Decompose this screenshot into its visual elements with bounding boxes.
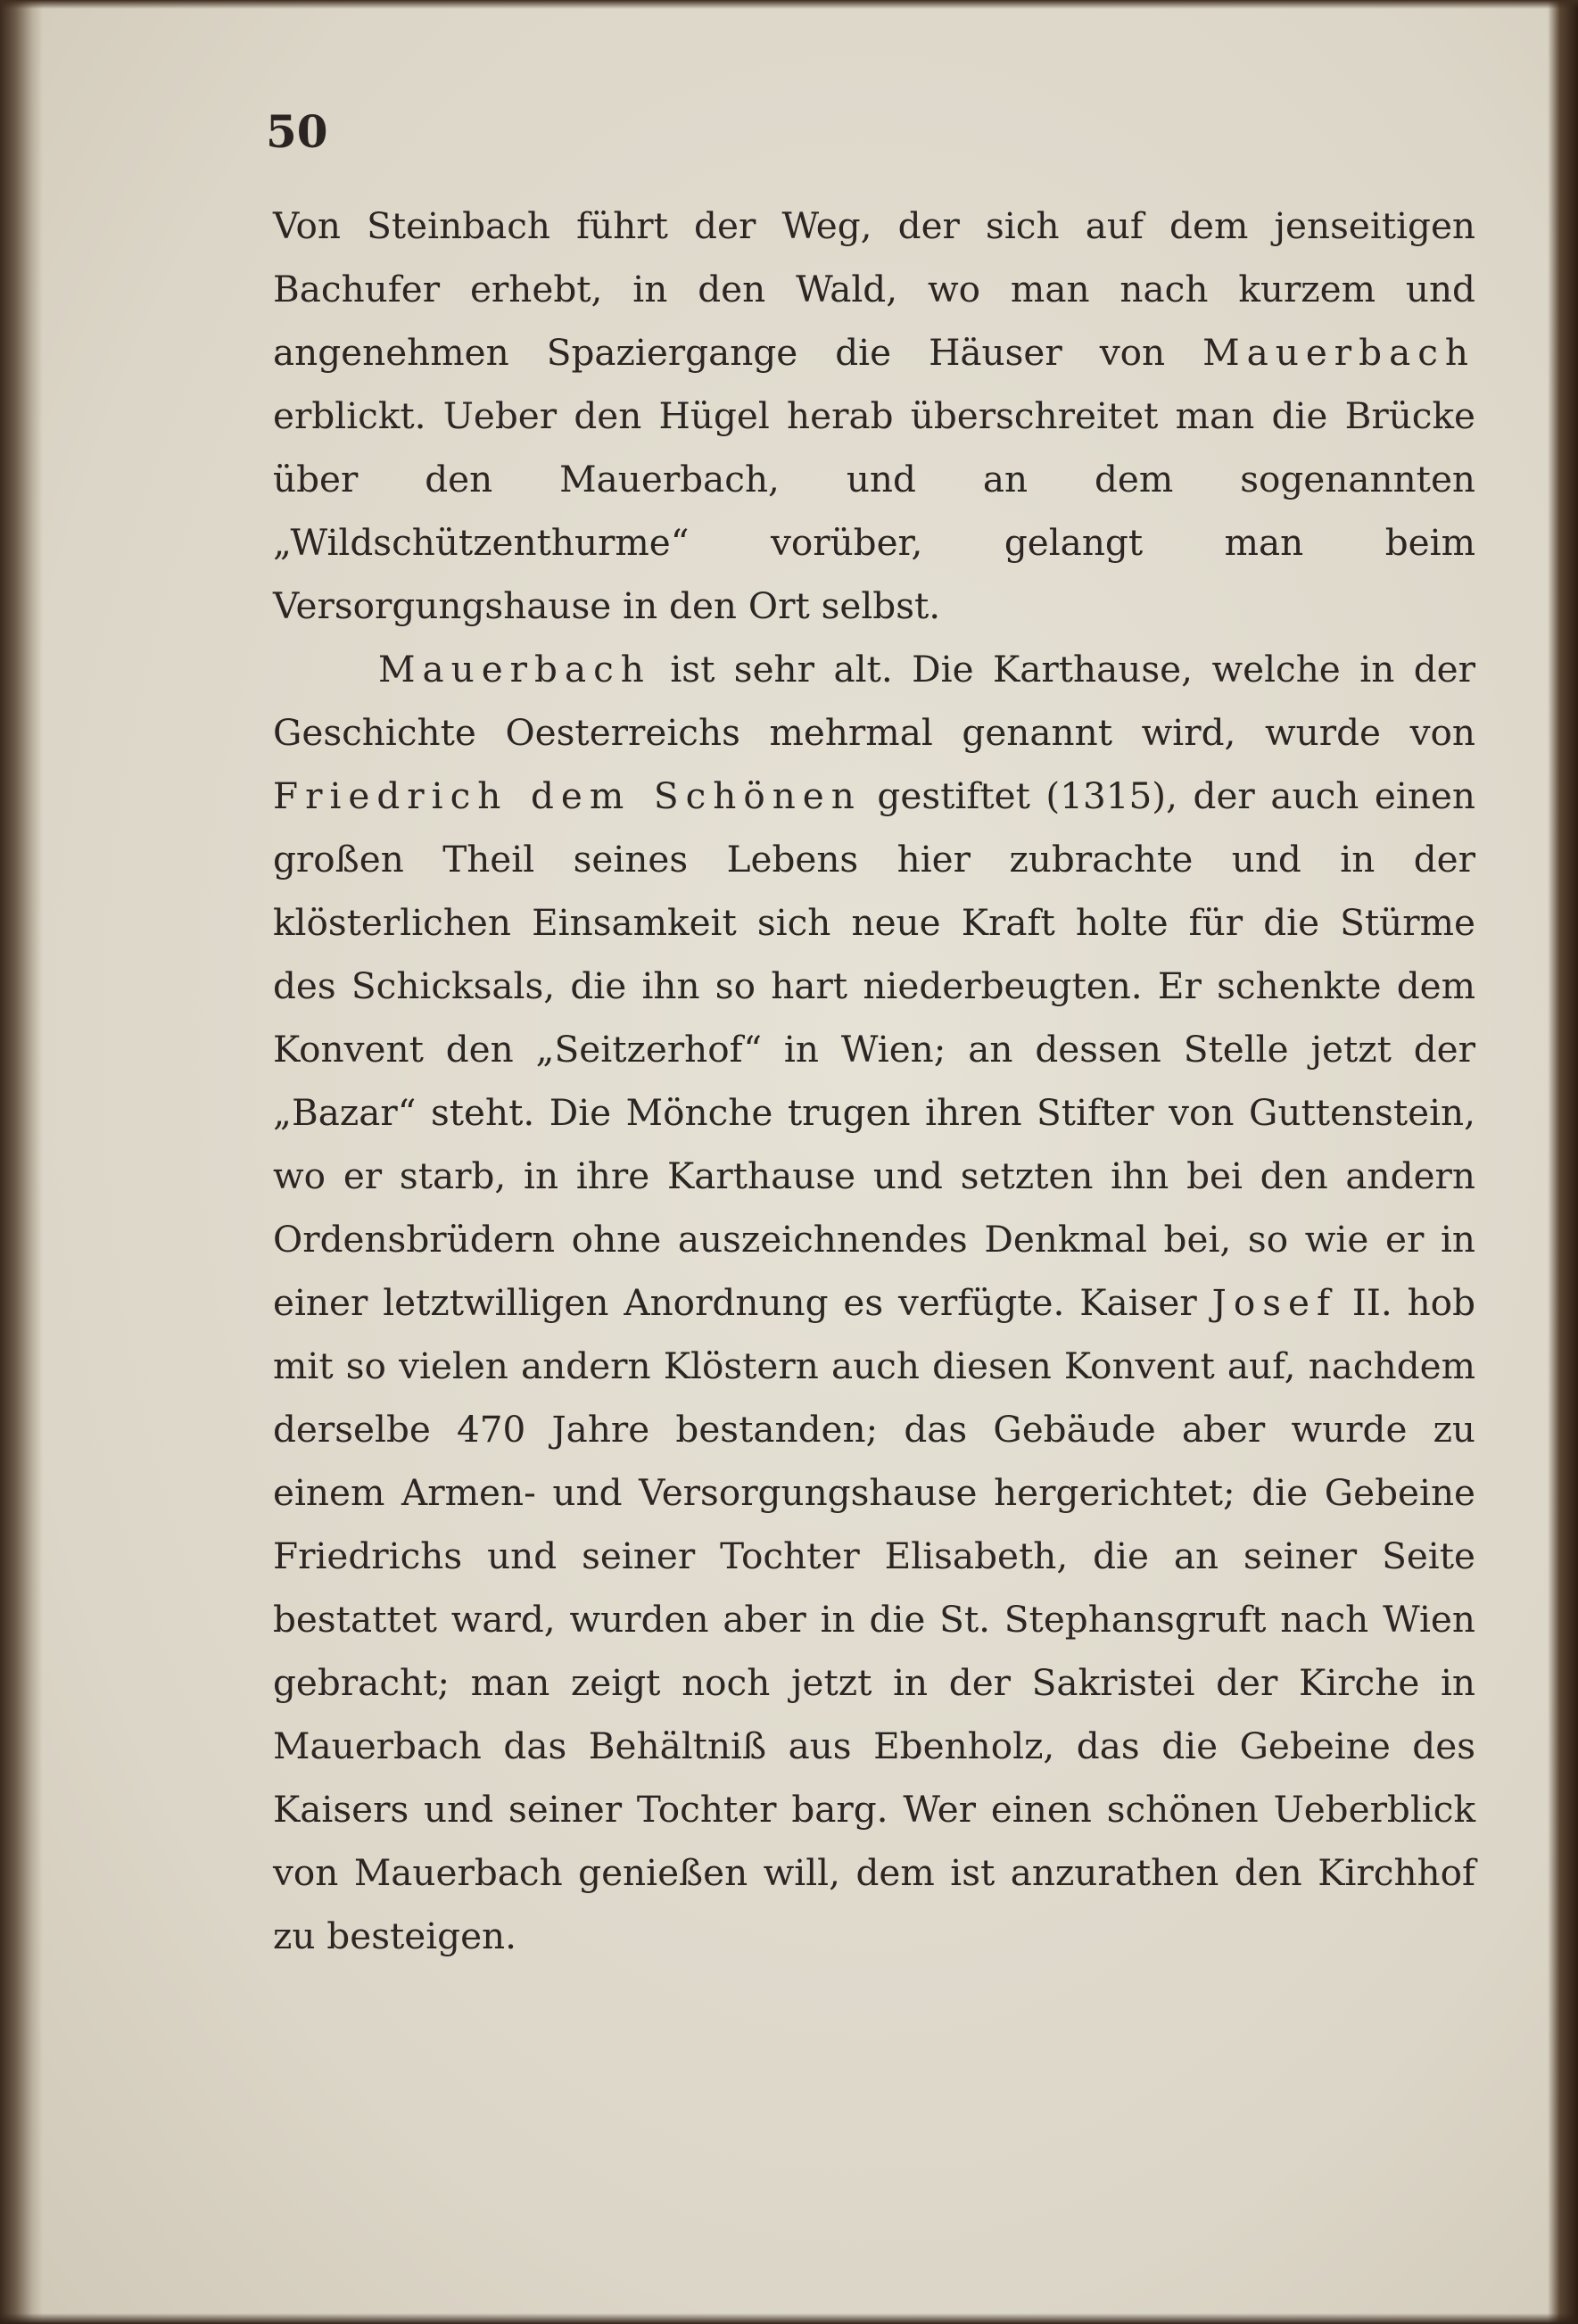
text-segment: gestiftet (1315), der auch einen großen Theil seines Lebens hier zubrachte und in der klösterlichen Einsamkeit sich neue Kraft holte für die Stürme des Schicksals, die ihn so hart niederbeugten. Er schenkte dem Konvent den „Seitzerhof“ in Wien; an dessen Stelle jetzt der „Bazar“ steht. Die Mönche trugen ihren Stifter von Guttenstein, wo er starb, in ihre Karthause und setzten ihn bei den andern Ordensbrüdern ohne auszeichnendes Denkmal bei, so wie er in einer letztwilligen Anordnung es verfügte. Kaiser <box>273 774 1475 1324</box>
page-top-edge <box>0 0 1578 9</box>
emphasized-text: Mauerbach <box>378 648 651 691</box>
page-right-edge <box>1548 0 1578 2324</box>
text-segment: Von Steinbach führt der Weg, der sich auf dem jenseitigen Bachufer erhebt, in den Wald, wo man nach kurzem und angenehmen Spaziergange die Häuser von <box>273 204 1475 374</box>
body-text <box>273 194 1475 1968</box>
text-segment: ist sehr alt. Die Karthause, welche in der Geschichte Oesterreichs mehrmal genannt wird, wurde von <box>273 648 1475 754</box>
emphasized-text: Friedrich dem Schönen <box>273 774 862 817</box>
page-binding-shadow <box>0 0 43 2324</box>
page-bottom-edge <box>0 2313 1578 2324</box>
text-segment: erblickt. Ueber den Hügel herab überschreitet man die Brücke über den Mauerbach, und an dem sogenannten „Wildschützenthurme“ vorüber, gelangt man beim Versorgungshause in den Ort selbst. <box>273 394 1475 627</box>
emphasized-text: Josef <box>1211 1281 1337 1324</box>
emphasized-text: Mauerbach <box>1202 331 1475 374</box>
text-segment: II. hob mit so vielen andern Klöstern auch diesen Konvent auf, nachdem derselbe 470 Jahre bestanden; das Gebäude aber wurde zu einem Armen- und Versorgungshause hergerichtet; die Gebeine Friedrichs und seiner Tochter Elisabeth, die an seiner Seite bestattet ward, wurden aber in die St. Stephansgruft nach Wien gebracht; man zeigt noch jetzt in der Sakristei der Kirche in Mauerbach das Behältniß aus Ebenholz, das die Gebeine des Kaisers und seiner Tochter barg. Wer einen schönen Ueberblick von Mauerbach genießen will, dem ist anzurathen den Kirchhof zu besteigen. <box>273 1281 1475 1957</box>
paragraph-2 <box>273 638 1475 1968</box>
paragraph-1 <box>273 194 1475 638</box>
page-number: 50 <box>266 105 328 158</box>
